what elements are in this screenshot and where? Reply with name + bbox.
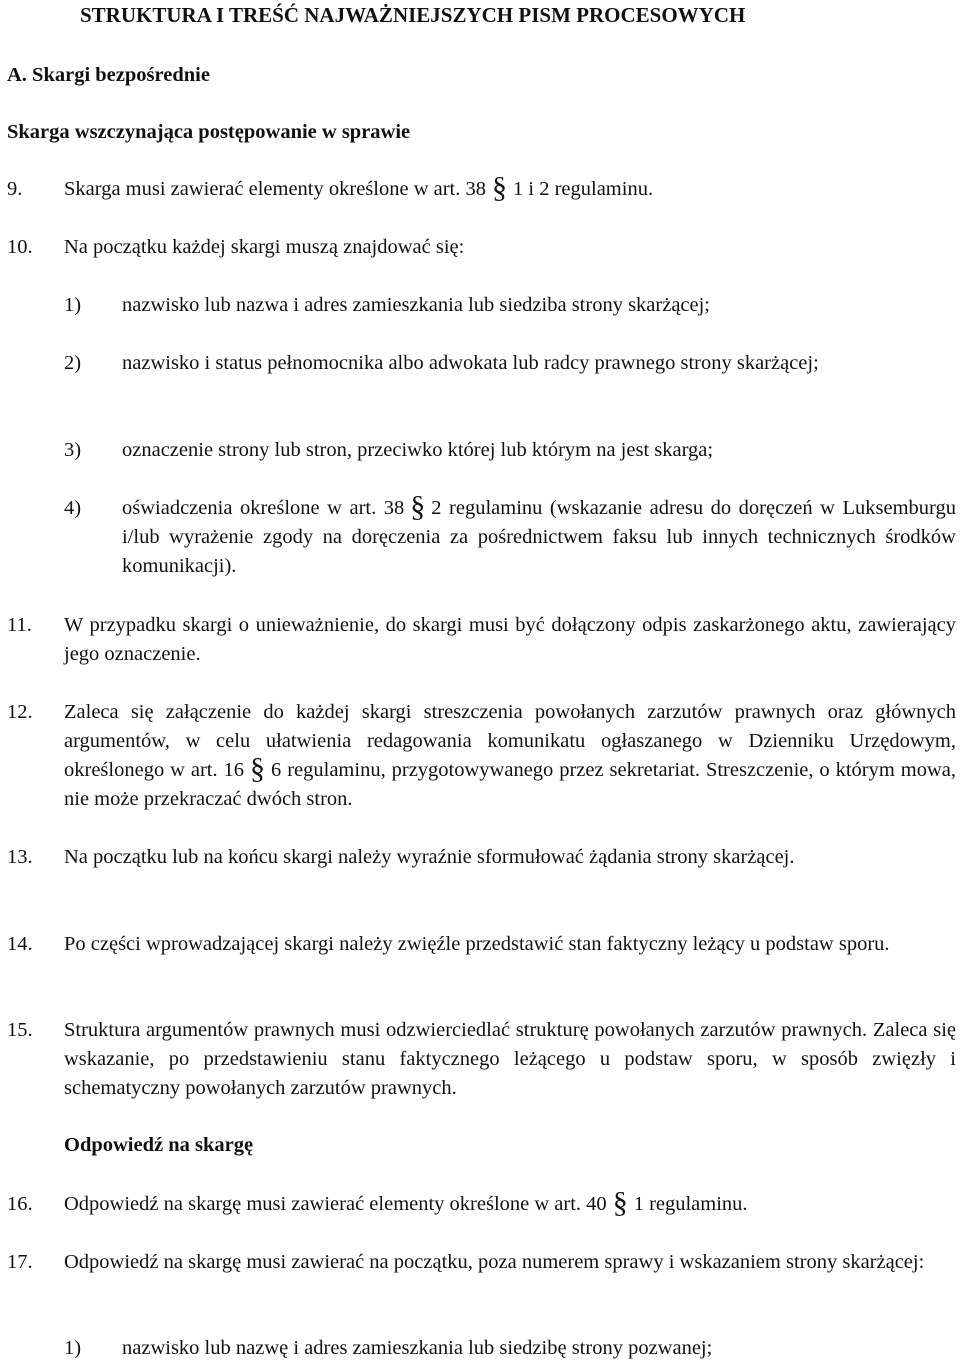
paragraph-number: 14. bbox=[7, 933, 33, 955]
list-item-number: 4) bbox=[64, 497, 82, 519]
paragraph-number: 15. bbox=[7, 1019, 33, 1041]
list-item-number: 3) bbox=[64, 439, 82, 461]
list-item-text: nazwisko i status pełnomocnika albo adwokata lub radcy prawnego strony skarżącej; bbox=[122, 352, 819, 374]
section-sign: § bbox=[492, 171, 508, 204]
paragraph-text: Odpowiedź na skargę musi zawierać elementy określone w art. 40 § 1 regulaminu. bbox=[64, 1186, 748, 1219]
paragraph-text: Na początku lub na końcu skargi należy wyraźnie sformułować żądania strony skarżącej. bbox=[64, 846, 795, 868]
section-sign: § bbox=[250, 752, 266, 785]
paragraph-number: 17. bbox=[7, 1251, 33, 1273]
list-item-text: nazwisko lub nazwa i adres zamieszkania lub siedziba strony skarżącej; bbox=[122, 294, 711, 316]
paragraph-number: 13. bbox=[7, 846, 33, 868]
paragraph-text: Odpowiedź na skargę musi zawierać na początku, poza numerem sprawy i wskazaniem strony skarżącej: bbox=[64, 1251, 925, 1273]
subsection-heading-complaint: Skarga wszczynająca postępowanie w sprawie bbox=[7, 121, 411, 143]
paragraph-number: 9. bbox=[7, 178, 23, 200]
list-item-number: 1) bbox=[64, 294, 82, 316]
paragraph-text: Skarga musi zawierać elementy określone w art. 38 § 1 i 2 regulaminu. bbox=[64, 171, 654, 204]
list-item-number: 2) bbox=[64, 352, 82, 374]
section-sign: § bbox=[612, 1186, 628, 1219]
section-sign: § bbox=[410, 490, 426, 523]
paragraph-text: Po części wprowadzającej skargi należy zwięźle przedstawić stan faktyczny leżący u podstaw sporu. bbox=[64, 933, 890, 955]
document-title: STRUKTURA I TREŚĆ NAJWAŻNIEJSZYCH PISM PROCESOWYCH bbox=[80, 3, 746, 27]
subsection-heading-response: Odpowiedź na skargę bbox=[64, 1134, 254, 1156]
paragraph-number: 16. bbox=[7, 1193, 33, 1215]
list-item-number: 1) bbox=[64, 1337, 82, 1359]
paragraph-number: 12. bbox=[7, 701, 33, 723]
paragraph-number: 11. bbox=[7, 614, 32, 636]
paragraph-text: W przypadku skargi o unieważnienie, do skargi musi być dołączony odpis zaskarżonego aktu, zawierający jego oznaczenie. bbox=[64, 614, 956, 665]
paragraph-number: 10. bbox=[7, 236, 33, 258]
paragraph-text: Struktura argumentów prawnych musi odzwierciedlać strukturę powołanych zarzutów prawnych. Zaleca się wskazanie, po przedstawieniu stanu faktycznego leżącego u podstaw sporu, w sposób zwięzły i schematyczny powołanych zarzutów prawnych. bbox=[64, 1019, 956, 1099]
list-item-text: oznaczenie strony lub stron, przeciwko której lub którym na jest skarga; bbox=[122, 439, 714, 461]
paragraph-text: Na początku każdej skargi muszą znajdować się: bbox=[64, 236, 465, 258]
paragraph-text: Zaleca się załączenie do każdej skargi streszczenia powołanych zarzutów prawnych oraz głównych argumentów, w celu ułatwienia redagowania komunikatu ogłaszanego w Dzienniku Urzędowym, określonego w art. 16 § 6 regulaminu, przygotowywanego przez sekretariat. Streszczenie, o którym mowa, nie może przekraczać dwóch stron. bbox=[64, 701, 956, 810]
list-item-text: oświadczenia określone w art. 38 § 2 regulaminu (wskazanie adresu do doręczeń w Luksemburgu i/lub wyrażenie zgody na doręczenia za pośrednictwem faksu lub innych technicznych środków komunikacji). bbox=[122, 490, 957, 577]
list-item-text: nazwisko lub nazwę i adres zamieszkania lub siedzibę strony pozwanej; bbox=[122, 1337, 713, 1359]
section-heading-a: A. Skargi bezpośrednie bbox=[7, 64, 210, 86]
